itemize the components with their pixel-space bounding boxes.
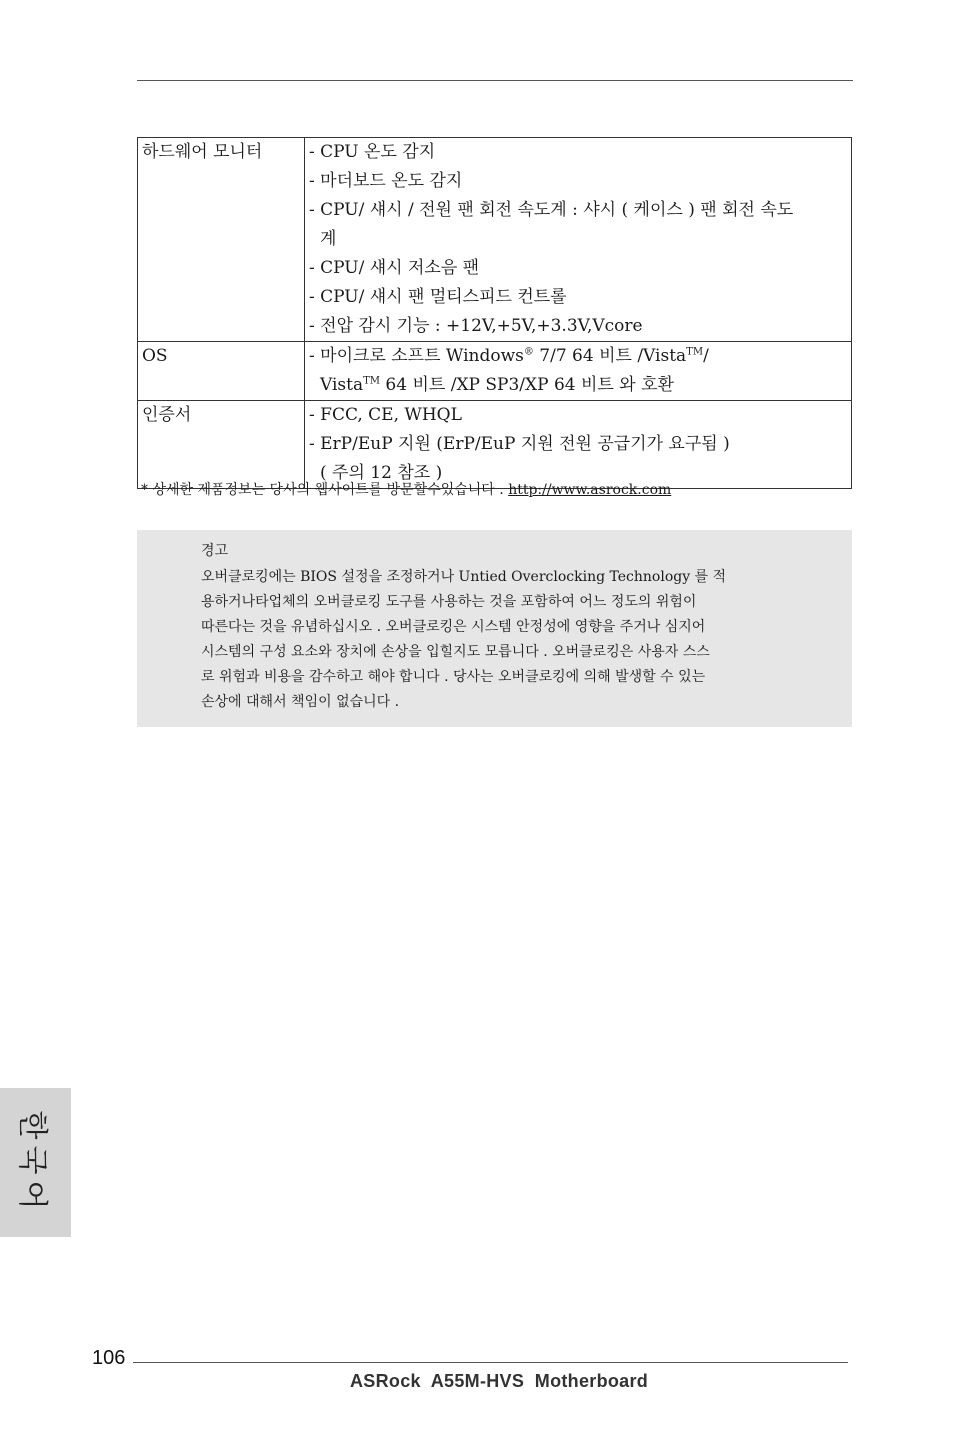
spec-line: - CPU 온도 감지 [309, 142, 436, 162]
footer-rule [133, 1362, 848, 1363]
website-link[interactable]: http://www.asrock.com [508, 482, 672, 498]
warning-box [137, 530, 852, 727]
footer-title: ASRock A55M-HVS Motherboard [350, 1371, 649, 1391]
warning-line: 손상에 대해서 책임이 없습니다 . [201, 694, 400, 710]
row-value-certifications [305, 401, 852, 489]
trademark-mark: TM [363, 375, 381, 387]
warning-title: 경고 [201, 543, 229, 559]
warning-line: 용하거나타업체의 오버클로킹 도구를 사용하는 것을 포함하여 어느 정도의 위험이 [201, 594, 697, 610]
warning-body [201, 565, 823, 715]
os-text: 7/7 64 비트 /Vista [533, 346, 687, 366]
spec-line: - ErP/EuP 지원 (ErP/EuP 지원 전원 공급기가 요구됨 ) [309, 434, 730, 454]
row-value-hardware-monitor [305, 138, 852, 342]
os-text: / [703, 346, 709, 366]
row-label-hardware-monitor: 하드웨어 모니터 [138, 138, 305, 342]
table-row [138, 138, 852, 342]
table-row [138, 401, 852, 489]
table-row [138, 342, 852, 401]
trademark-mark: TM [686, 346, 704, 358]
footnote [141, 480, 861, 500]
spec-line [309, 371, 847, 400]
registered-mark: ® [523, 346, 534, 358]
spec-line [309, 342, 847, 371]
language-label: 한국어 [14, 1110, 50, 1215]
warning-line: 오버클로킹에는 BIOS 설정을 조정하거나 Untied Overclocking Technology 를 적 [201, 569, 727, 585]
spec-line: - CPU/ 섀시 / 전원 팬 회전 속도계 : 샤시 ( 케이스 ) 팬 회전 속도 [309, 200, 794, 220]
footnote-text: * 상세한 제품정보는 당사의 웹사이트를 방문할수있습니다 . [141, 482, 509, 498]
os-text: - 마이크로 소프트 Windows [309, 346, 524, 366]
row-label-os: OS [138, 342, 305, 401]
page-number: 106 [92, 1347, 126, 1369]
spec-line: ( 주의 12 참조 ) [320, 463, 443, 483]
os-text: 64 비트 /XP SP3/XP 64 비트 와 호환 [380, 375, 674, 395]
spec-table [137, 137, 852, 489]
row-value-os [305, 342, 852, 401]
spec-line: - 마더보드 온도 감지 [309, 171, 463, 191]
warning-line: 시스템의 구성 요소와 장치에 손상을 입힐지도 모릅니다 . 오버클로킹은 사용자 스스 [201, 644, 710, 660]
spec-line: - FCC, CE, WHQL [309, 405, 462, 425]
warning-line: 로 위험과 비용을 감수하고 해야 합니다 . 당사는 오버클로킹에 의해 발생할 수 있는 [201, 669, 706, 685]
warning-line: 따른다는 것을 유념하십시오 . 오버클로킹은 시스템 안정성에 영향을 주거나 심지어 [201, 619, 706, 635]
spec-line: - CPU/ 섀시 저소음 팬 [309, 258, 480, 278]
spec-line: - 전압 감시 기능 : +12V,+5V,+3.3V,Vcore [309, 316, 643, 336]
language-side-tab [0, 1088, 71, 1237]
spec-line: - CPU/ 섀시 팬 멀티스피드 컨트롤 [309, 287, 567, 307]
row-label-certifications: 인증서 [138, 401, 305, 489]
spec-line: 계 [320, 229, 337, 249]
os-text: Vista [320, 375, 364, 395]
header-rule [137, 80, 853, 81]
